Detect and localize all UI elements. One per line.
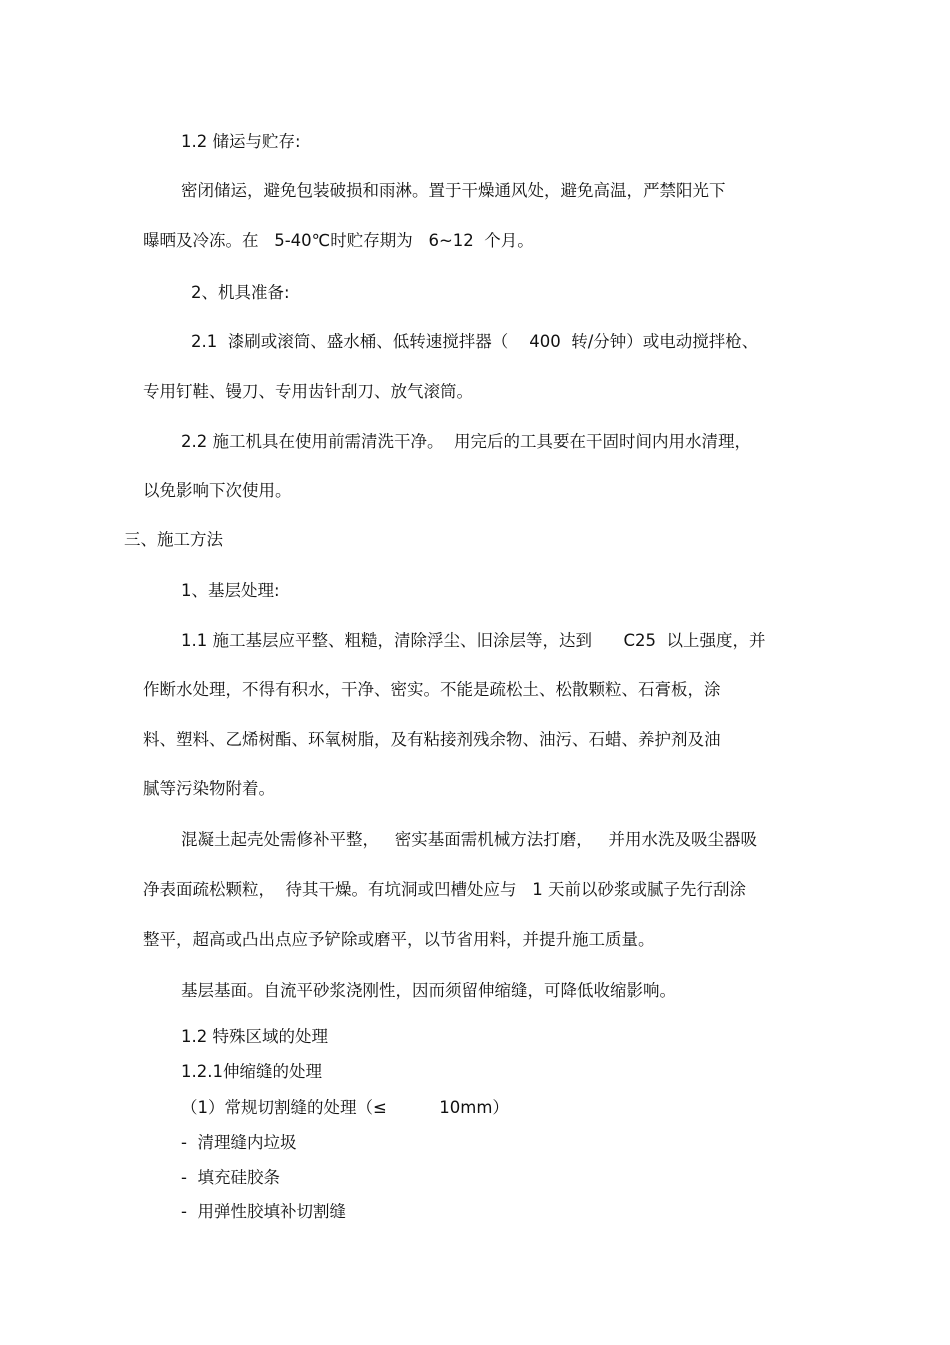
text-line: 1.1 施工基层应平整、粗糙，清除浮尘、旧涂层等，达到 C25 以上强度，并 (181, 631, 766, 650)
paragraph-line (181, 431, 751, 453)
heading-1-base (181, 580, 280, 602)
paragraph-line (181, 829, 757, 851)
text-line: （1）常规切割缝的处理（≤ 10mm） (181, 1098, 509, 1117)
text-line: 三、施工方法 (124, 530, 223, 549)
text-line: 基层基面。自流平砂浆浇刚性，因而须留伸缩缝，可降低收缩影响。 (181, 981, 676, 1000)
text-line: 腻等污染物附着。 (143, 779, 275, 798)
list-heading (181, 1097, 509, 1119)
paragraph-line (143, 230, 534, 252)
text-line: - 清理缝内垃圾 (181, 1133, 297, 1152)
text-line: - 填充硅胶条 (181, 1168, 280, 1187)
paragraph-line (143, 679, 721, 701)
heading-1-2-storage (181, 131, 301, 153)
text-line: 以免影响下次使用。 (143, 481, 292, 500)
text-line: 密闭储运，避免包装破损和雨淋。置于干燥通风处，避免高温，严禁阳光下 (181, 181, 726, 200)
text-line: 1.2 储运与贮存: (181, 132, 301, 151)
paragraph-line (143, 381, 473, 403)
list-item (181, 1132, 296, 1154)
paragraph-line (181, 630, 765, 652)
text-line: 料、塑料、乙烯树酯、环氧树脂，及有粘接剂残余物、油污、石蜡、养护剂及油 (143, 730, 721, 749)
heading-1-2-special (181, 1026, 328, 1048)
paragraph-line (143, 480, 292, 502)
text-line: 净表面疏松颗粒， 待其干燥。有坑洞或凹槽处应与 1 天前以砂浆或腻子先行刮涂 (143, 880, 746, 899)
text-line: 2、机具准备: (191, 283, 290, 302)
text-line: 曝晒及冷冻。在 5-40℃时贮存期为 6~12 个月。 (143, 231, 534, 250)
list-item (181, 1201, 346, 1223)
heading-1-2-1-joints (181, 1061, 322, 1083)
paragraph-line (181, 180, 726, 202)
text-line: 2.2 施工机具在使用前需清洗干净。 用完后的工具要在干固时间内用水清理， (181, 432, 751, 451)
paragraph-line (191, 331, 758, 353)
text-line: 混凝土起壳处需修补平整， 密实基面需机械方法打磨， 并用水洗及吸尘器吸 (181, 830, 757, 849)
text-line: 专用钉鞋、镘刀、专用齿针刮刀、放气滚筒。 (143, 382, 473, 401)
text-line: 1.2 特殊区域的处理 (181, 1027, 328, 1046)
paragraph-line (143, 929, 655, 951)
text-line: 1、基层处理: (181, 581, 280, 600)
text-line: 2.1 漆刷或滚筒、盛水桶、低转速搅拌器（ 400 转/分钟）或电动搅拌枪、 (191, 332, 759, 351)
list-item (181, 1167, 280, 1189)
paragraph-line (143, 729, 721, 751)
paragraph-line (143, 879, 746, 901)
section-heading-3-method (124, 529, 223, 551)
heading-2-equipment (191, 282, 290, 304)
text-line: 1.2.1伸缩缝的处理 (181, 1062, 322, 1081)
text-line: - 用弹性胶填补切割缝 (181, 1202, 346, 1221)
text-line: 作断水处理，不得有积水，干净、密实。不能是疏松土、松散颗粒、石膏板，涂 (143, 680, 721, 699)
paragraph-line (181, 980, 676, 1002)
text-line: 整平，超高或凸出点应予铲除或磨平，以节省用料，并提升施工质量。 (143, 930, 655, 949)
paragraph-line (143, 778, 275, 800)
